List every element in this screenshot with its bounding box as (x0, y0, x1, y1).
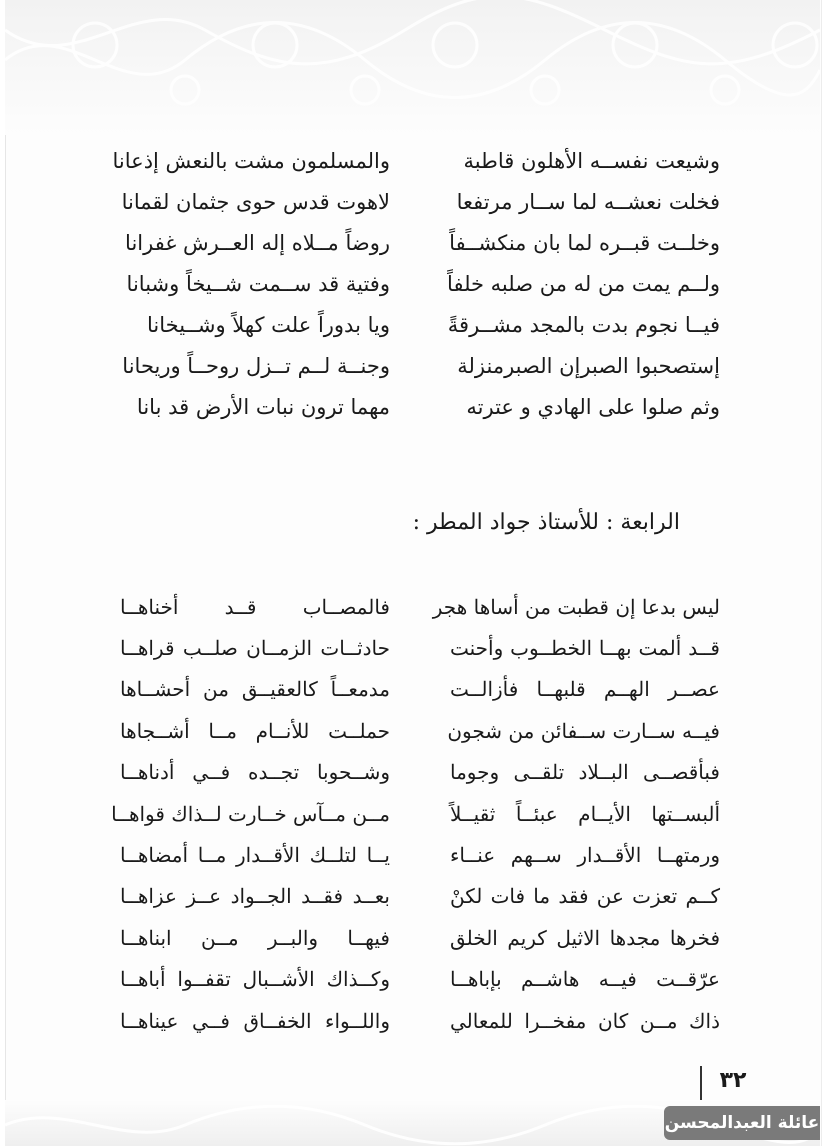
verse-row (120, 263, 720, 304)
verse-row (120, 181, 720, 222)
verse-second-hemistich: والمسلمون مشت بالنعش إذعانا (112, 148, 390, 173)
verse-second-hemistich: روضاً مــلاه إله العــرش غفرانا (125, 230, 390, 255)
verse-second-hemistich: وفتية قد ســمت شــيخاً وشبانا (126, 271, 390, 296)
verse-first-hemistich: ليس بدعا إن قطبت من أساها هجر (432, 594, 720, 619)
verse-row (120, 669, 720, 710)
verse-row (120, 834, 720, 875)
verse-first-hemistich: ذاك مــن كان مفخــرا للمعالي (450, 1008, 720, 1033)
verse-row (120, 1000, 720, 1041)
verse-second-hemistich: فيهــا والبــر مــن ابناهــا (120, 925, 390, 950)
verse-second-hemistich: مــن مــآس خــارت لــذاك قواهــا (111, 801, 390, 826)
verse-second-hemistich: وجنــة لــم تــزل روحــاً وريحانا (122, 353, 390, 378)
watermark-badge: عائلة العبدالمحسن (664, 1106, 820, 1140)
verse-first-hemistich: وشيعت نفســه الأهلون قاطبة (463, 148, 720, 173)
verse-row (112, 140, 720, 181)
verse-first-hemistich: عرّقــت فيــه هاشــم بإباهــا (450, 967, 720, 992)
verse-first-hemistich: عصــر الهــم قلبهــا فأزالــت (450, 677, 720, 702)
verse-row (120, 386, 720, 427)
verse-row (120, 345, 720, 386)
verse-second-hemistich: واللــواء الخفــاق فــي عيناهــا (120, 1008, 390, 1033)
verse-first-hemistich: كــم تعزت عن فقد ما فات لكنْ (450, 884, 720, 909)
verse-row (120, 917, 720, 958)
verse-row (120, 586, 720, 627)
poem-heading: الرابعة : للأستاذ جواد المطر : (412, 510, 680, 535)
verse-row (120, 627, 720, 668)
verse-row (120, 752, 720, 793)
verse-first-hemistich: وثم صلوا على الهادي و عترته (466, 394, 720, 419)
verse-row (120, 222, 720, 263)
verse-first-hemistich: إستصحبوا الصبرإن الصبرمنزلة (457, 353, 720, 378)
verse-second-hemistich: حملــت للأنــام مــا أشــجاها (120, 718, 390, 743)
verse-second-hemistich: مدمعــاً كالعقيــق من أحشــاها (120, 677, 390, 702)
verse-first-hemistich: ورمتهــا الأقــدار ســهم عنــاء (450, 843, 720, 868)
verse-row (120, 959, 720, 1000)
verse-first-hemistich: فخرها مجدها الاثيل كريم الخلق (450, 925, 720, 950)
top-ornament (5, 0, 820, 135)
verse-row (120, 876, 720, 917)
page-number-divider (700, 1066, 702, 1100)
verse-second-hemistich: حادثــات الزمــان صلــب قراهــا (120, 636, 390, 661)
verse-first-hemistich: فخلت نعشــه لما ســار مرتفعا (456, 189, 720, 214)
verse-row (111, 793, 720, 834)
poem-stanza-one (112, 140, 720, 427)
verse-second-hemistich: مهما ترون نبات الأرض قد بانا (136, 394, 390, 419)
verse-first-hemistich: وخلــت قبــره لما بان منكشــفاً (449, 230, 720, 255)
verse-first-hemistich: قــد ألمت بهــا الخطــوب وأحنت (450, 636, 720, 661)
poem-stanza-two (111, 586, 720, 1041)
verse-first-hemistich: ألبســتها الأيــام عبئــاً ثقيــلاً (450, 801, 720, 826)
verse-second-hemistich: بعــد فقــد الجــواد عــز عزاهــا (120, 884, 390, 909)
verse-first-hemistich: فيــا نجوم بدت بالمجد مشــرقةً (447, 312, 720, 337)
verse-first-hemistich: ولــم يمت من له من صلبه خلفاً (447, 271, 720, 296)
verse-row (120, 710, 720, 751)
verse-second-hemistich: لاهوت قدس حوى جثمان لقمانا (121, 189, 390, 214)
verse-first-hemistich: فبأقصــى البــلاد تلقــى وجوما (450, 760, 720, 785)
verse-first-hemistich: فيــه ســارت ســفائن من شجون (447, 718, 720, 743)
verse-second-hemistich: يــا لتلــك الأقــدار مــا أمضاهــا (120, 843, 390, 868)
verse-second-hemistich: ويا بدوراً علت كهلاً وشــيخانا (147, 312, 390, 337)
verse-row (120, 304, 720, 345)
verse-second-hemistich: وشــحوبا تجــده فــي أدناهــا (120, 760, 390, 785)
page-number: ٣٢ (719, 1068, 747, 1093)
verse-second-hemistich: فالمصــاب قــد أخناهــا (120, 594, 390, 619)
verse-second-hemistich: وكــذاك الأشــبال تقفــوا أباهــا (120, 967, 390, 992)
